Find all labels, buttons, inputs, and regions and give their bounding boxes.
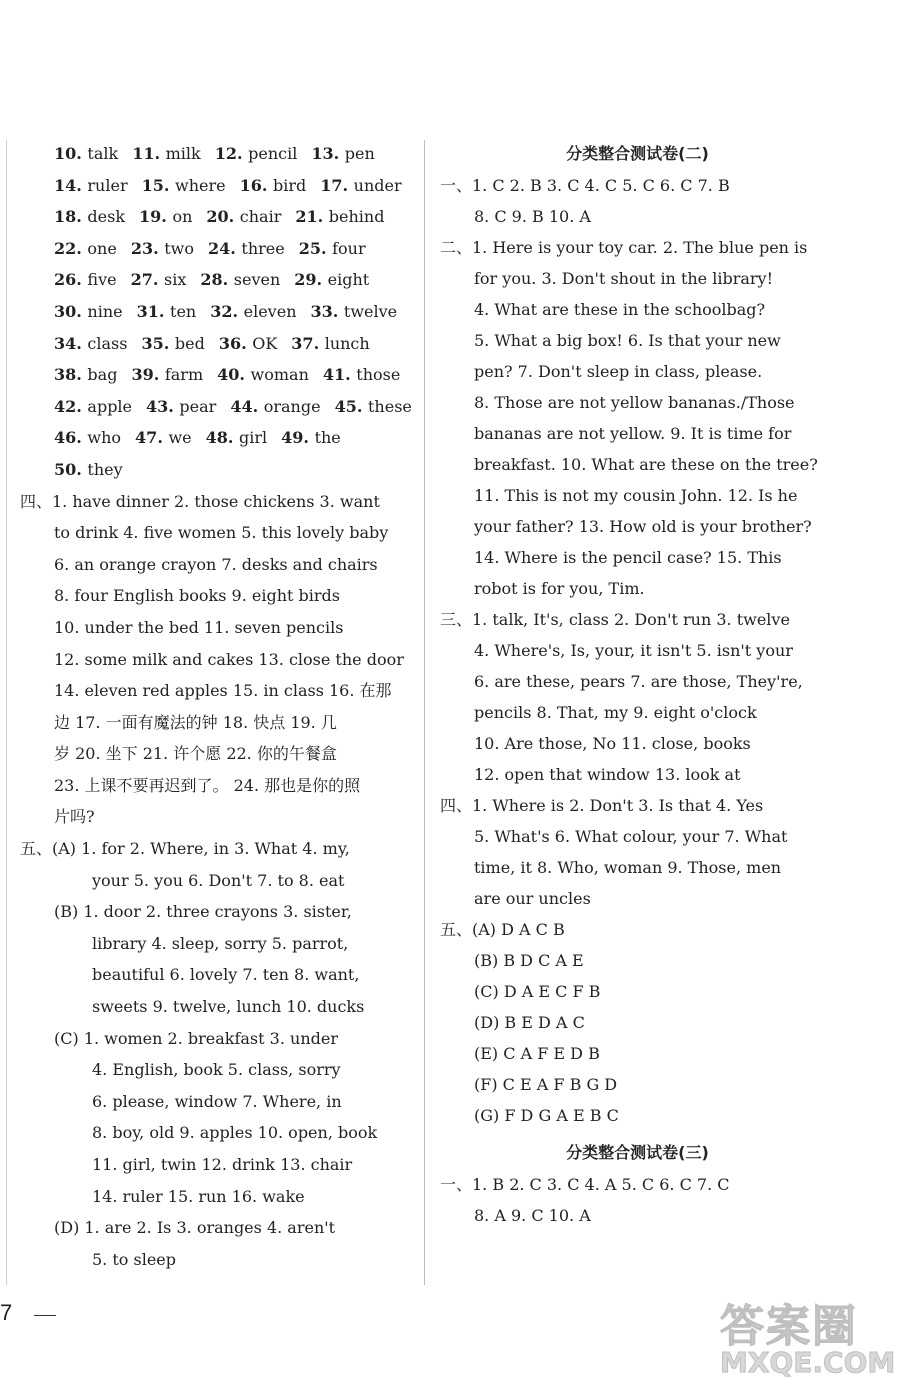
item-answer: ruler xyxy=(87,175,128,195)
item-number: 14. xyxy=(54,175,88,195)
item-answer: those xyxy=(356,365,401,385)
section-four-line: 边 17. 一面有魔法的钟 18. 快点 19. 几 xyxy=(54,712,337,732)
right-column xyxy=(440,138,835,1231)
section-five-line: 5. to sleep xyxy=(92,1249,177,1269)
test-two-part-four xyxy=(440,790,835,914)
sentence-answer-line: robot is for you, Tim. xyxy=(474,579,645,598)
item-number: 38. xyxy=(54,365,88,385)
item-number: 44. xyxy=(230,396,264,416)
section-five-line: 4. English, book 5. class, sorry xyxy=(92,1060,341,1080)
vocab-line xyxy=(20,201,415,233)
item-answer: the xyxy=(314,428,341,448)
item-answer: three xyxy=(241,238,285,258)
choice-answer-line: 8. C 9. B 10. A xyxy=(474,207,591,226)
section-five-line: 8. boy, old 9. apples 10. open, book xyxy=(92,1123,378,1143)
order-answer-line: (C) D A E C F B xyxy=(474,982,601,1001)
item-number: 36. xyxy=(218,333,253,353)
test-two-part-three xyxy=(440,604,835,790)
item-number: 37. xyxy=(291,333,325,353)
item-number: 33. xyxy=(310,301,344,321)
item-answer: chair xyxy=(239,207,282,227)
column-divider xyxy=(424,140,425,1285)
item-answer: bed xyxy=(174,333,205,353)
test-two-part-five xyxy=(440,914,835,1131)
item-number: 19. xyxy=(139,207,173,227)
item-number: 32. xyxy=(210,301,244,321)
item-answer: twelve xyxy=(343,301,398,321)
item-number: 48. xyxy=(205,428,240,448)
item-number: 50. xyxy=(54,459,88,479)
choice-answer-line: 8. A 9. C 10. A xyxy=(474,1206,591,1225)
item-answer: where xyxy=(175,175,226,195)
section-four-line: 8. four English books 9. eight birds xyxy=(54,586,340,606)
item-number: 29. xyxy=(294,270,328,290)
sentence-answer-line: bananas are not yellow. 9. It is time for xyxy=(474,424,792,443)
item-number: 42. xyxy=(54,396,88,416)
fill-answer-line: 5. What's 6. What colour, your 7. What xyxy=(474,827,788,846)
vocab-line xyxy=(20,170,415,202)
fill-answer-line: 12. open that window 13. look at xyxy=(474,765,741,784)
item-answer: on xyxy=(172,207,193,227)
sentence-answer-line: 5. What a big box! 6. Is that your new xyxy=(474,331,781,350)
choice-answer-line: 一、1. B 2. C 3. C 4. A 5. C 6. C 7. C xyxy=(440,1175,730,1194)
test-three-part-one xyxy=(440,1169,835,1231)
item-answer: six xyxy=(164,270,187,290)
item-number: 40. xyxy=(217,365,251,385)
section-four-line: 10. under the bed 11. seven pencils xyxy=(54,617,344,637)
page-number: 7 xyxy=(0,1300,13,1325)
section-four-line: 岁 20. 坐下 21. 许个愿 22. 你的午餐盒 xyxy=(54,744,337,764)
vocab-line xyxy=(20,264,415,296)
item-number: 25. xyxy=(298,238,333,258)
section-five-line: (C) 1. women 2. breakfast 3. under xyxy=(54,1028,338,1048)
choice-answer-line: 一、1. C 2. B 3. C 4. C 5. C 6. C 7. B xyxy=(440,176,730,195)
item-answer: they xyxy=(87,459,123,479)
item-answer: behind xyxy=(328,207,385,227)
fill-answer-line: 四、1. Where is 2. Don't 3. Is that 4. Yes xyxy=(440,796,764,815)
item-answer: desk xyxy=(87,207,126,227)
item-number: 20. xyxy=(206,207,240,227)
sentence-answer-line: breakfast. 10. What are these on the tree? xyxy=(474,455,818,474)
item-answer: these xyxy=(367,396,412,416)
section-four-line: 12. some milk and cakes 13. close the door xyxy=(54,649,404,669)
item-number: 12. xyxy=(214,144,249,163)
test-two-title: 分类整合测试卷(二) xyxy=(566,144,709,163)
item-answer: ten xyxy=(170,301,197,321)
item-answer: eleven xyxy=(243,301,297,321)
vocab-line xyxy=(20,296,415,328)
sentence-answer-line: pen? 7. Don't sleep in class, please. xyxy=(474,362,763,381)
section-four-answers xyxy=(20,486,415,834)
item-number: 26. xyxy=(54,270,88,290)
item-answer: pen xyxy=(344,144,375,163)
sentence-answer-line: for you. 3. Don't shout in the library! xyxy=(474,269,774,288)
test-three-title: 分类整合测试卷(三) xyxy=(566,1143,709,1162)
item-answer: four xyxy=(332,238,366,258)
item-number: 13. xyxy=(311,144,345,163)
sentence-answer-line: 4. What are these in the schoolbag? xyxy=(474,300,766,319)
item-number: 43. xyxy=(146,396,180,416)
item-answer: eight xyxy=(327,270,370,290)
vocab-answers xyxy=(20,138,415,486)
watermark-top-text: 答案圈 xyxy=(720,1301,858,1352)
item-answer: farm xyxy=(164,365,204,385)
item-number: 41. xyxy=(322,365,357,385)
item-answer: pear xyxy=(179,396,217,416)
item-answer: lunch xyxy=(324,333,370,353)
watermark-bottom-text: MXQE.COM xyxy=(720,1346,896,1379)
fill-answer-line: 三、1. talk, It's, class 2. Don't run 3. twelve xyxy=(440,610,790,629)
item-answer: who xyxy=(87,428,122,448)
order-answer-line: (B) B D C A E xyxy=(474,951,584,970)
section-five-line: 14. ruler 15. run 16. wake xyxy=(92,1186,305,1206)
item-answer: talk xyxy=(87,144,119,163)
item-answer: apple xyxy=(87,396,133,416)
item-number: 23. xyxy=(130,238,165,258)
item-number: 46. xyxy=(54,428,88,448)
order-answer-line: (G) F D G A E B C xyxy=(474,1106,619,1125)
vocab-line xyxy=(20,328,415,360)
page-number-dash xyxy=(34,1315,56,1316)
item-number: 35. xyxy=(141,333,175,353)
item-number: 49. xyxy=(281,428,315,448)
item-number: 45. xyxy=(334,396,368,416)
left-margin-rule xyxy=(6,140,7,1285)
item-answer: we xyxy=(168,428,192,448)
item-number: 22. xyxy=(54,238,88,258)
order-answer-line: (F) C E A F B G D xyxy=(474,1075,618,1094)
test-two-part-one xyxy=(440,170,835,232)
section-five-line: your 5. you 6. Don't 7. to 8. eat xyxy=(92,870,345,890)
section-five-line: (B) 1. door 2. three crayons 3. sister, xyxy=(54,902,352,922)
fill-answer-line: 6. are these, pears 7. are those, They're, xyxy=(474,672,803,691)
item-number: 30. xyxy=(54,301,88,321)
item-answer: bag xyxy=(87,365,118,385)
item-answer: pencil xyxy=(248,144,298,163)
order-answer-line: (D) B E D A C xyxy=(474,1013,585,1032)
section-four-line: 14. eleven red apples 15. in class 16. 在那 xyxy=(54,681,392,701)
section-five-answers xyxy=(20,833,415,1275)
vocab-line xyxy=(20,359,415,391)
item-number: 31. xyxy=(136,301,171,321)
fill-answer-line: time, it 8. Who, woman 9. Those, men xyxy=(474,858,782,877)
item-number: 10. xyxy=(54,144,88,163)
item-number: 27. xyxy=(130,270,164,290)
test-two-part-two xyxy=(440,232,835,604)
section-five-line: 11. girl, twin 12. drink 13. chair xyxy=(92,1155,353,1174)
item-number: 21. xyxy=(295,207,329,227)
item-answer: one xyxy=(87,238,117,258)
sentence-answer-line: 二、1. Here is your toy car. 2. The blue pen is xyxy=(440,238,808,257)
vocab-line xyxy=(20,138,415,170)
item-number: 11. xyxy=(132,144,166,163)
item-number: 17. xyxy=(320,175,354,195)
section-four-line: 片吗? xyxy=(54,807,95,827)
item-answer: under xyxy=(353,175,402,195)
vocab-line xyxy=(20,454,415,486)
vocab-line xyxy=(20,391,415,423)
item-answer: seven xyxy=(233,270,281,290)
vocab-line xyxy=(20,233,415,265)
item-answer: milk xyxy=(165,144,201,163)
fill-answer-line: 10. Are those, No 11. close, books xyxy=(474,734,751,753)
fill-answer-line: 4. Where's, Is, your, it isn't 5. isn't your xyxy=(474,641,793,660)
section-five-line: library 4. sleep, sorry 5. parrot, xyxy=(92,933,349,953)
item-answer: two xyxy=(164,238,194,258)
section-four-line: 23. 上课不要再迟到了。 24. 那也是你的照 xyxy=(54,775,361,795)
item-number: 18. xyxy=(54,207,88,227)
item-number: 34. xyxy=(54,333,88,353)
item-answer: class xyxy=(87,333,128,353)
item-number: 15. xyxy=(141,175,175,195)
item-answer: OK xyxy=(252,333,278,353)
fill-answer-line: are our uncles xyxy=(474,889,591,908)
section-five-line: sweets 9. twelve, lunch 10. ducks xyxy=(92,997,365,1017)
fill-answer-line: pencils 8. That, my 9. eight o'clock xyxy=(474,703,757,722)
section-five-line: 五、(A) 1. for 2. Where, in 3. What 4. my, xyxy=(20,839,350,859)
sentence-answer-line: 14. Where is the pencil case? 15. This xyxy=(474,548,782,567)
section-four-line: 四、1. have dinner 2. those chickens 3. want xyxy=(20,491,380,511)
item-answer: nine xyxy=(87,301,123,321)
item-number: 47. xyxy=(135,428,169,448)
item-number: 28. xyxy=(200,270,234,290)
item-answer: bird xyxy=(273,175,307,195)
sentence-answer-line: 11. This is not my cousin John. 12. Is he xyxy=(474,486,798,505)
order-answer-line: 五、(A) D A C B xyxy=(440,920,565,939)
order-answer-line: (E) C A F E D B xyxy=(474,1044,600,1063)
item-answer: orange xyxy=(263,396,321,416)
section-five-line: beautiful 6. lovely 7. ten 8. want, xyxy=(92,965,360,985)
item-answer: five xyxy=(87,270,117,290)
item-number: 39. xyxy=(131,365,165,385)
sentence-answer-line: your father? 13. How old is your brother? xyxy=(474,517,812,536)
sentence-answer-line: 8. Those are not yellow bananas./Those xyxy=(474,393,795,412)
section-five-line: (D) 1. are 2. Is 3. oranges 4. aren't xyxy=(54,1218,336,1238)
section-four-line: to drink 4. five women 5. this lovely baby xyxy=(54,523,389,543)
site-watermark-logo xyxy=(720,1290,895,1385)
item-number: 16. xyxy=(239,175,273,195)
vocab-line xyxy=(20,422,415,454)
item-answer: girl xyxy=(239,428,268,448)
section-four-line: 6. an orange crayon 7. desks and chairs xyxy=(54,554,378,574)
item-answer: woman xyxy=(250,365,309,385)
section-five-line: 6. please, window 7. Where, in xyxy=(92,1091,342,1111)
left-column xyxy=(20,138,415,1275)
item-number: 24. xyxy=(207,238,242,258)
